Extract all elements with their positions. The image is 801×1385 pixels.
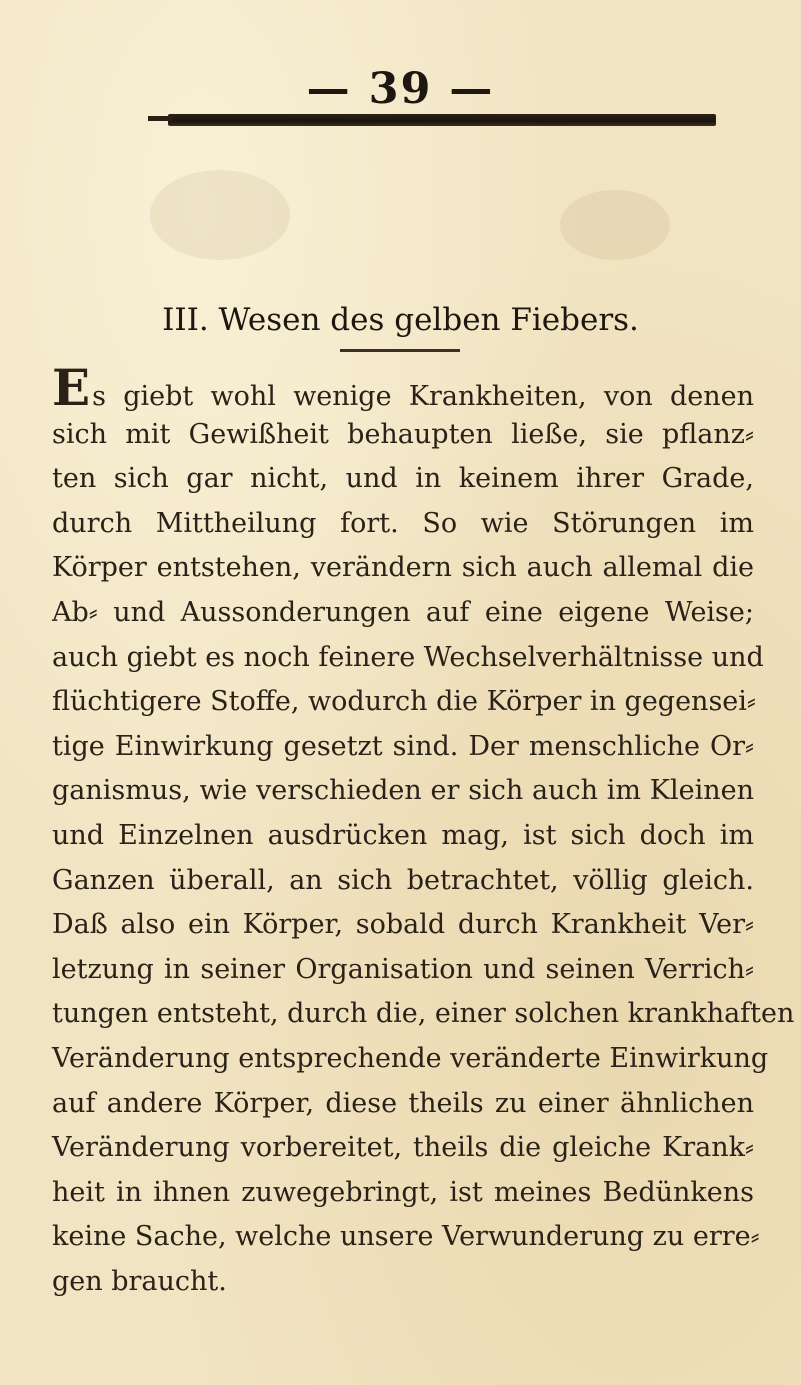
text-line: auch giebt es noch feinere Wechselverhältnisse und [52, 641, 764, 673]
text-line: tige Einwirkung gesetzt sind. Der menschliche Or⸗ [52, 730, 754, 762]
header-rule [168, 114, 716, 126]
text-line: gen braucht. [52, 1265, 227, 1297]
text-line: Ganzen überall, an sich betrachtet, völlig gleich. [52, 864, 754, 896]
text-line: Veränderung vorbereitet, theils die gleiche Krank⸗ [52, 1132, 754, 1164]
text-line: flüchtigere Stoffe, wodurch die Körper in gegensei⸗ [52, 686, 756, 718]
text-line: ten sich gar nicht, und in keinem ihrer Grade, [52, 463, 754, 495]
section-heading: III. Wesen des gelben Fiebers. [162, 302, 639, 338]
text-line: sich mit Gewißheit behaupten ließe, sie pflanz⸗ [52, 418, 754, 450]
page-number: — 39 — [306, 64, 495, 114]
text-line: und Einzelnen ausdrücken mag, ist sich doch im [52, 819, 754, 851]
text-line-content: s giebt wohl wenige Krankheiten, von denen [92, 381, 754, 412]
text-line: heit in ihnen zuwegebringt, ist meines Bedünkens [52, 1176, 754, 1208]
drop-cap: E [52, 358, 91, 417]
paper-stain [560, 190, 670, 260]
text-line: durch Mittheilung fort. So wie Störungen im [52, 507, 754, 539]
heading-rule [340, 349, 460, 352]
text-line: tungen entsteht, durch die, einer solchen krankhaften [52, 998, 795, 1030]
body-paragraph [52, 358, 795, 1304]
text-line: ganismus, wie verschieden er sich auch im Kleinen [52, 775, 754, 807]
text-line: Daß also ein Körper, sobald durch Krankheit Ver⸗ [52, 909, 754, 941]
text-line: keine Sache, welche unsere Verwunderung zu erre⸗ [52, 1221, 760, 1253]
text-line: letzung in seiner Organisation und seinen Verrich⸗ [52, 953, 754, 985]
paper-stain [150, 170, 290, 260]
text-line: Ab⸗ und Aussonderungen auf eine eigene Weise; [52, 596, 754, 628]
text-line: Körper entstehen, verändern sich auch allemal die [52, 552, 754, 584]
text-line: auf andere Körper, diese theils zu einer ähnlichen [52, 1087, 754, 1119]
text-line [52, 358, 754, 417]
text-line: Veränderung entsprechende veränderte Einwirkung [52, 1042, 769, 1074]
